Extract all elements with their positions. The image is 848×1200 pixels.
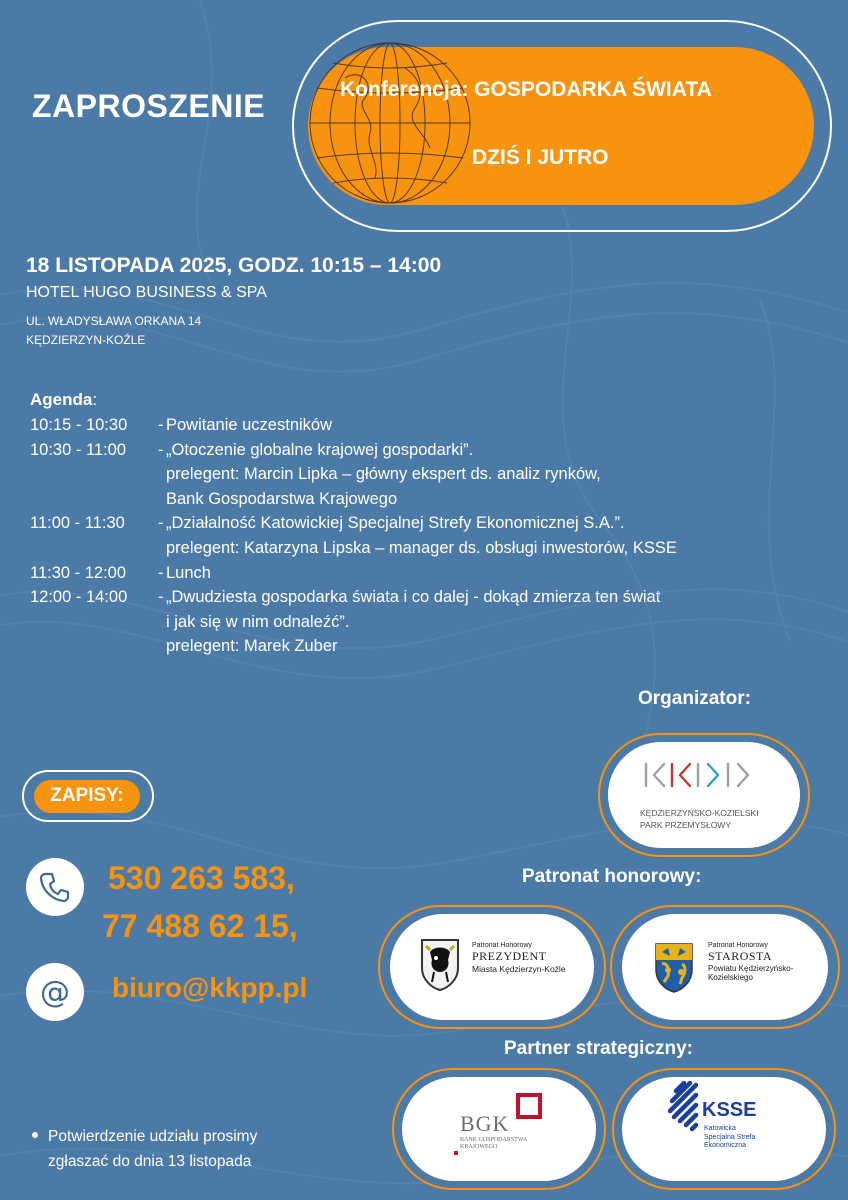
- confirmation-note: [32, 1124, 257, 1174]
- invitation-heading: ZAPROSZENIE: [32, 88, 266, 124]
- starosta-sub-line1: Powiatu Kędzierzyńsko-: [708, 964, 794, 973]
- agenda-time: 12:00 - 14:00: [30, 588, 128, 607]
- starosta-patronage-logo[interactable]: [622, 914, 828, 1020]
- organizer-heading: Organizator:: [638, 688, 751, 709]
- agenda-text: „Dwudziesta gospodarka świata i co dalej - dokąd zmierza ten świat: [166, 588, 661, 607]
- bgk-name: BGK: [460, 1111, 510, 1136]
- agenda-speaker: prelegent: Katarzyna Lipska – manager ds. obsługi inwestorów, KSSE: [166, 538, 677, 557]
- president-title: PREZYDENT: [472, 949, 547, 963]
- event-venue: HOTEL HUGO BUSINESS & SPA: [26, 284, 267, 301]
- agenda-text: „Działalność Katowickiej Specjalnej Strefy Ekonomicznej S.A.”.: [166, 514, 625, 533]
- starosta-sub-line2: Kozielskiego: [708, 973, 753, 982]
- organizer-name-line1: KĘDZIERZYŃSKO-KOZIELSKI: [640, 808, 759, 818]
- agenda-item: 11:30 - 12:00 - Lunch: [30, 561, 790, 586]
- agenda-text: „Otoczenie globalne krajowej gospodarki”.: [166, 440, 474, 459]
- partner-heading: Partner strategiczny:: [504, 1038, 694, 1059]
- agenda-text: Powitanie uczestników: [166, 416, 332, 434]
- president-sub: Miasta Kędzierzyn-Koźle: [472, 964, 566, 974]
- note-line1: Potwierdzenie udziału prosimy: [48, 1128, 258, 1145]
- bgk-square-icon: [516, 1093, 542, 1119]
- ksse-stripes-icon: [666, 1081, 704, 1137]
- patronage-heading: Patronat honorowy:: [522, 866, 702, 887]
- email-link[interactable]: biuro@kkpp.pl: [112, 972, 308, 1003]
- event-date-time: 18 LISTOPADA 2025, GODZ. 10:15 – 14:00: [26, 254, 442, 277]
- agenda-speaker-org: Bank Gospodarstwa Krajowego: [166, 489, 398, 508]
- phone-icon: [26, 858, 84, 916]
- ksse-line2: Specjalna Strefa: [704, 1133, 756, 1141]
- agenda-list: [30, 413, 790, 659]
- agenda-speaker: prelegent: Marek Zuber: [166, 637, 338, 656]
- county-crest-icon: [654, 942, 694, 994]
- at-icon: @: [26, 963, 84, 1021]
- agenda-item: 11:00 - 11:30 - „Działalność Katowickiej Specjalnej Strefy Ekonomicznej S.A.”. prelegent: Katarzyna Lipska – manager ds. obsługi inwestorów, KSSE: [30, 511, 790, 560]
- note-line2: zgłaszać do dnia 13 listopada: [48, 1153, 252, 1170]
- venue-city: KĘDZIERZYN-KOŹLE: [26, 333, 146, 347]
- conference-title-line2: DZIŚ I JUTRO: [472, 146, 609, 169]
- ksse-logo[interactable]: [622, 1077, 826, 1181]
- agenda-text-cont: i jak się w nim odnaleźć”.: [166, 612, 350, 631]
- bgk-line1: BANK GOSPODARSTWA: [460, 1137, 528, 1143]
- starosta-title: STAROSTA: [708, 949, 773, 963]
- bgk-logo[interactable]: [402, 1077, 596, 1181]
- bgk-line2: KRAJOWEGO: [460, 1144, 498, 1150]
- venue-street: UL. WŁADYSŁAWA ORKANA 14: [26, 314, 202, 328]
- phone-number-2[interactable]: 77 488 62 15,: [102, 908, 298, 944]
- agenda-time: 10:30 - 11:00: [30, 440, 127, 459]
- president-small-label: Patronat Honorowy: [472, 942, 532, 949]
- conference-title-line1: Konferencja: GOSPODARKA ŚWIATA: [340, 78, 712, 101]
- phone-number-1[interactable]: 530 263 583,: [108, 860, 295, 896]
- organizer-name-line2: PARK PRZEMYSŁOWY: [640, 820, 731, 830]
- city-crest-icon: [420, 938, 460, 992]
- agenda-text: Lunch: [166, 563, 211, 582]
- agenda-item: 12:00 - 14:00 - „Dwudziesta gospodarka świata i co dalej - dokąd zmierza ten świat i jak się w nim odnaleźć”. prelegent: Marek Zuber: [30, 585, 790, 659]
- kkpp-logo-icon: [642, 760, 766, 790]
- ksse-name: KSSE: [702, 1099, 757, 1121]
- agenda-item: 10:15 - 10:30 - Powitanie uczestników: [30, 413, 790, 438]
- agenda-time: 11:00 - 11:30: [30, 514, 125, 533]
- organizer-logo[interactable]: [608, 742, 800, 848]
- ksse-line1: Katowicka: [704, 1125, 736, 1132]
- ksse-line3: Ekonomiczna: [704, 1142, 747, 1149]
- agenda-heading: Agenda:: [30, 390, 98, 409]
- bgk-dot: [454, 1151, 458, 1155]
- agenda-item: 10:30 - 11:00 - „Otoczenie globalne krajowej gospodarki”. prelegent: Marcin Lipka – główny ekspert ds. analiz rynków, Bank Gospodarstwa Krajowego: [30, 438, 790, 512]
- starosta-small-label: Patronat Honorowy: [708, 942, 768, 949]
- agenda-speaker: prelegent: Marcin Lipka – główny ekspert ds. analiz rynków,: [166, 465, 601, 484]
- globe-icon: [305, 38, 475, 208]
- bullet-icon: [32, 1132, 38, 1138]
- signup-label: ZAPISY:: [50, 785, 124, 806]
- agenda-time: 11:30 - 12:00: [30, 563, 127, 582]
- agenda-time: 10:15 - 10:30: [30, 416, 128, 434]
- president-patronage-logo[interactable]: [390, 914, 594, 1020]
